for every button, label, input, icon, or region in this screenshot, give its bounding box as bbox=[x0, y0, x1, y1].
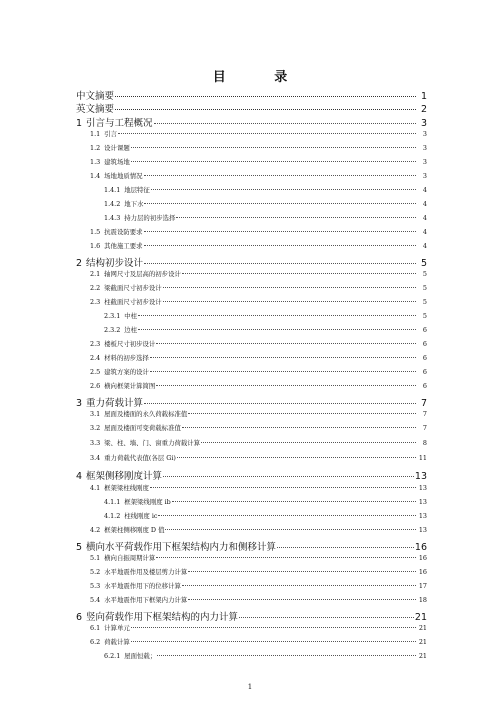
toc-entry-number: 2.6 bbox=[90, 382, 101, 390]
toc-entry-number: 1.4.3 bbox=[104, 214, 121, 222]
toc-dot-leader bbox=[165, 529, 416, 530]
toc-entry-page: 4 bbox=[422, 228, 427, 236]
toc-dot-leader bbox=[156, 385, 416, 386]
toc-entry-label: 结构初步设计 bbox=[86, 258, 144, 269]
toc-entry-page: 3 bbox=[422, 158, 427, 166]
toc-entry-label: 竖向荷载作用下框架结构的内力计算 bbox=[86, 612, 239, 623]
toc-entry-number: 1.3 bbox=[90, 158, 101, 166]
toc-dot-leader bbox=[131, 147, 416, 148]
toc-entry-page: 17 bbox=[418, 582, 427, 590]
toc-dot-leader bbox=[115, 109, 416, 110]
toc-entry[interactable] bbox=[90, 353, 427, 362]
toc-dot-leader bbox=[131, 627, 416, 628]
toc-entry[interactable] bbox=[104, 311, 427, 320]
toc-entry-page: 6 bbox=[422, 382, 427, 390]
toc-entry-page: 5 bbox=[422, 312, 427, 320]
toc-entry-page: 5 bbox=[422, 298, 427, 306]
toc-entry-label: 重力荷载代表值(各层 Gi) bbox=[104, 454, 176, 462]
toc-entry-number: 2.2 bbox=[90, 284, 101, 292]
toc-entry-label: 水平地震作用下框架内力计算 bbox=[104, 596, 188, 604]
page-number: 1 bbox=[247, 683, 253, 691]
toc-entry-page: 4 bbox=[422, 242, 427, 250]
toc-entry-page: 4 bbox=[422, 214, 427, 222]
toc-dot-leader bbox=[150, 357, 416, 358]
toc-entry[interactable] bbox=[90, 423, 427, 432]
toc-entry-label: 横向框架计算简图 bbox=[104, 382, 156, 390]
toc-entry-label: 屋面及楼面可变荷载标准值 bbox=[104, 424, 181, 432]
toc-entry-number: 3 bbox=[76, 398, 83, 409]
toc-entry[interactable] bbox=[90, 339, 427, 348]
toc-entry-number: 2 bbox=[76, 258, 83, 269]
toc-entry-page: 13 bbox=[418, 512, 427, 520]
toc-entry-label: 边柱 bbox=[124, 326, 138, 334]
toc-dot-leader bbox=[201, 442, 416, 443]
toc-entry[interactable] bbox=[90, 623, 427, 632]
toc-entry-number: 6 bbox=[76, 612, 83, 623]
toc-entry-number: 6.2 bbox=[90, 638, 101, 646]
toc-entry-number: 6.2.1 bbox=[104, 652, 121, 660]
toc-entry-label: 其他施工要求 bbox=[104, 242, 143, 250]
toc-entry-number: 5.2 bbox=[90, 568, 101, 576]
toc-dot-leader bbox=[239, 617, 414, 618]
toc-dot-leader bbox=[188, 413, 416, 414]
toc-entry-label: 梁截面尺寸初步设计 bbox=[104, 284, 162, 292]
toc-entry-page: 7 bbox=[422, 410, 427, 418]
toc-entry[interactable] bbox=[90, 453, 427, 462]
toc-entry-number: 2.4 bbox=[90, 354, 101, 362]
toc-entry-page: 2 bbox=[420, 104, 427, 115]
toc-entry[interactable] bbox=[90, 483, 427, 492]
toc-dot-leader bbox=[144, 203, 416, 204]
toc-entry[interactable] bbox=[76, 88, 427, 102]
toc-entry-page: 4 bbox=[422, 200, 427, 208]
toc-entry[interactable] bbox=[90, 553, 427, 562]
toc-dot-leader bbox=[182, 427, 416, 428]
toc-entry-number: 6.1 bbox=[90, 624, 101, 632]
toc-entry[interactable] bbox=[90, 637, 427, 646]
toc-dot-leader bbox=[138, 315, 416, 316]
toc-entry-number: 2.3 bbox=[90, 298, 101, 306]
toc-entry-label: 重力荷载计算 bbox=[86, 398, 144, 409]
toc-entry-label: 材料的初步选择 bbox=[104, 354, 149, 362]
toc-entry[interactable] bbox=[90, 157, 427, 166]
toc-entry-label: 水平地震作用下的位移计算 bbox=[104, 582, 181, 590]
toc-dot-leader bbox=[177, 457, 416, 458]
toc-entry[interactable] bbox=[90, 438, 427, 447]
toc-entry-page: 1 bbox=[420, 91, 427, 102]
toc-entry[interactable] bbox=[90, 269, 427, 278]
toc-dot-leader bbox=[154, 123, 416, 124]
toc-entry-page: 16 bbox=[418, 568, 427, 576]
toc-entry-number: 5.3 bbox=[90, 582, 101, 590]
toc-dot-leader bbox=[118, 133, 416, 134]
toc-entry[interactable] bbox=[90, 381, 427, 390]
toc-entry-page: 5 bbox=[422, 284, 427, 292]
toc-entry-label: 建筑场地 bbox=[104, 158, 130, 166]
toc-entry[interactable] bbox=[90, 595, 427, 604]
toc-entry[interactable] bbox=[90, 129, 427, 138]
toc-entry-label: 柱线刚度 ic bbox=[124, 512, 158, 520]
toc-entry[interactable] bbox=[90, 409, 427, 418]
toc-entry[interactable] bbox=[76, 395, 427, 409]
toc-entry-page: 13 bbox=[418, 484, 427, 492]
toc-entry-page: 13 bbox=[418, 498, 427, 506]
toc-entry[interactable] bbox=[90, 581, 427, 590]
toc-entry-number: 1.4 bbox=[90, 172, 101, 180]
toc-entry-page: 5 bbox=[422, 270, 427, 278]
toc-dot-leader bbox=[144, 175, 416, 176]
toc-entry-label: 框架梁柱线刚度 bbox=[104, 484, 149, 492]
toc-dot-leader bbox=[156, 343, 416, 344]
toc-entry-number: 1.1 bbox=[90, 130, 101, 138]
toc-entry[interactable] bbox=[76, 609, 427, 623]
toc-entry-label: 框架侧移刚度计算 bbox=[86, 471, 163, 482]
toc-entry-label: 抗震设防要求 bbox=[104, 228, 143, 236]
toc-entry-number: 2.1 bbox=[90, 270, 101, 278]
toc-entry[interactable] bbox=[90, 297, 427, 306]
toc-entry-label: 英文摘要 bbox=[76, 104, 115, 115]
toc-dot-leader bbox=[157, 655, 416, 656]
toc-entry-number: 3.3 bbox=[90, 439, 101, 447]
toc-entry-label: 中文摘要 bbox=[76, 91, 115, 102]
toc-entry[interactable] bbox=[90, 171, 427, 180]
toc-entry-page: 21 bbox=[418, 624, 427, 632]
toc-entry-label: 地层特征 bbox=[124, 186, 150, 194]
toc-dot-leader bbox=[115, 96, 416, 97]
toc-entry[interactable] bbox=[104, 651, 427, 660]
toc-entry-page: 4 bbox=[422, 186, 427, 194]
toc-entry[interactable] bbox=[104, 185, 427, 194]
toc-entry-page: 7 bbox=[420, 398, 427, 409]
toc-dot-leader bbox=[144, 245, 416, 246]
toc-entry[interactable] bbox=[90, 567, 427, 576]
toc-dot-leader bbox=[144, 263, 416, 264]
toc-entry[interactable] bbox=[90, 283, 427, 292]
toc-dot-leader bbox=[182, 273, 416, 274]
toc-entry-page: 16 bbox=[418, 554, 427, 562]
toc-entry-number: 4.1.2 bbox=[104, 512, 121, 520]
toc-dot-leader bbox=[277, 547, 414, 548]
toc-entry-number: 4 bbox=[76, 471, 83, 482]
toc-entry[interactable] bbox=[76, 115, 427, 129]
toc-entry-number: 2.3 bbox=[90, 340, 101, 348]
toc-entry-number: 2.3.1 bbox=[104, 312, 121, 320]
toc-entry-label: 水平地震作用及楼层剪力计算 bbox=[104, 568, 188, 576]
toc-dot-leader bbox=[182, 585, 416, 586]
toc-entry-page: 21 bbox=[418, 638, 427, 646]
toc-entry[interactable] bbox=[76, 539, 427, 553]
toc-dot-leader bbox=[131, 161, 416, 162]
toc-dot-leader bbox=[176, 217, 416, 218]
toc-entry[interactable] bbox=[90, 227, 427, 236]
toc-entry[interactable] bbox=[104, 199, 427, 208]
toc-entry-number: 5.4 bbox=[90, 596, 101, 604]
toc-entry-number: 5 bbox=[76, 542, 83, 553]
toc-dot-leader bbox=[150, 371, 416, 372]
toc-entry-number: 2.5 bbox=[90, 368, 101, 376]
toc-entry-page: 6 bbox=[422, 368, 427, 376]
toc-entry-page: 5 bbox=[420, 258, 427, 269]
toc-entry[interactable] bbox=[104, 213, 427, 222]
toc-entry[interactable] bbox=[76, 255, 427, 269]
toc-entry-page: 8 bbox=[422, 439, 427, 447]
toc-entry-label: 计算单元 bbox=[104, 624, 130, 632]
toc-entry-number: 2.3.2 bbox=[104, 326, 121, 334]
toc-entry-page: 3 bbox=[420, 118, 427, 129]
toc-entry-label: 框架柱侧移刚度 D 值 bbox=[104, 526, 165, 534]
toc-entry[interactable] bbox=[76, 468, 427, 482]
toc-dot-leader bbox=[163, 476, 414, 477]
toc-entry-page: 6 bbox=[422, 354, 427, 362]
toc-entry-number: 5.1 bbox=[90, 554, 101, 562]
toc-entry-page: 6 bbox=[422, 340, 427, 348]
toc-entry-label: 引言与工程概况 bbox=[86, 118, 153, 129]
toc-dot-leader bbox=[156, 557, 416, 558]
toc-entry-page: 7 bbox=[422, 424, 427, 432]
toc-entry-number: 4.1.1 bbox=[104, 498, 121, 506]
toc-entry[interactable] bbox=[90, 525, 427, 534]
toc-dot-leader bbox=[188, 599, 416, 600]
toc-entry-page: 3 bbox=[422, 172, 427, 180]
toc-entry-label: 横向自振周期计算 bbox=[104, 554, 156, 562]
toc-entry-number: 4.2 bbox=[90, 526, 101, 534]
toc-dot-leader bbox=[188, 571, 416, 572]
toc-entry-label: 场地地质情况 bbox=[104, 172, 143, 180]
toc-entry-number: 3.4 bbox=[90, 454, 101, 462]
toc-entry-number: 1.4.2 bbox=[104, 200, 121, 208]
toc-dot-leader bbox=[151, 189, 416, 190]
toc-entry-page: 11 bbox=[418, 454, 427, 462]
toc-entry-page: 3 bbox=[422, 130, 427, 138]
toc-entry-number: 3.1 bbox=[90, 410, 101, 418]
toc-entry[interactable] bbox=[104, 497, 427, 506]
toc-entry[interactable] bbox=[76, 101, 427, 115]
toc-entry-label: 中柱 bbox=[124, 312, 138, 320]
toc-entry-page: 6 bbox=[422, 326, 427, 334]
toc-entry-page: 13 bbox=[418, 526, 427, 534]
toc-dot-leader bbox=[172, 501, 416, 502]
toc-entry[interactable] bbox=[104, 325, 427, 334]
toc-entry-label: 框架梁线刚度 ib bbox=[124, 498, 171, 506]
toc-dot-leader bbox=[144, 231, 416, 232]
toc-entry-page: 21 bbox=[418, 652, 427, 660]
toc-entry-label: 设计课题 bbox=[104, 144, 130, 152]
toc-entry-label: 柱截面尺寸初步设计 bbox=[104, 298, 162, 306]
toc-entry-number: 1 bbox=[76, 118, 83, 129]
toc-entry-number: 1.5 bbox=[90, 228, 101, 236]
toc-title: 目 录 bbox=[212, 70, 310, 85]
toc-entry[interactable] bbox=[90, 143, 427, 152]
toc-dot-leader bbox=[163, 287, 416, 288]
toc-entry-page: 13 bbox=[414, 471, 427, 482]
toc-entry-number: 4.1 bbox=[90, 484, 101, 492]
toc-entry-page: 3 bbox=[422, 144, 427, 152]
toc-entry-label: 建筑方案的设计 bbox=[104, 368, 149, 376]
toc-entry[interactable] bbox=[90, 241, 427, 250]
toc-dot-leader bbox=[144, 403, 416, 404]
toc-entry-label: 屋面及楼面的永久荷载标准值 bbox=[104, 410, 188, 418]
toc-dot-leader bbox=[138, 329, 416, 330]
toc-dot-leader bbox=[150, 487, 416, 488]
toc-entry-page: 21 bbox=[414, 612, 427, 623]
toc-entry-page: 16 bbox=[414, 542, 427, 553]
toc-entry-label: 引言 bbox=[104, 130, 117, 138]
toc-entry[interactable] bbox=[90, 367, 427, 376]
toc-entry-label: 持力层的初步选择 bbox=[124, 214, 176, 222]
toc-entry-number: 1.6 bbox=[90, 242, 101, 250]
toc-entry[interactable] bbox=[104, 511, 427, 520]
toc-dot-leader bbox=[131, 641, 416, 642]
toc-entry-label: 屋面恒载； bbox=[124, 652, 157, 660]
toc-entry-label: 地下水 bbox=[124, 200, 144, 208]
toc-entry-label: 楼板尺寸初步设计 bbox=[104, 340, 156, 348]
toc-entry-label: 轴网尺寸及层高的初步设计 bbox=[104, 270, 181, 278]
toc-entry-page: 18 bbox=[418, 596, 427, 604]
toc-entry-number: 1.2 bbox=[90, 144, 101, 152]
toc-entry-label: 荷载计算 bbox=[104, 638, 130, 646]
toc-entry-number: 1.4.1 bbox=[104, 186, 121, 194]
toc-dot-leader bbox=[158, 515, 416, 516]
toc-entry-label: 横向水平荷载作用下框架结构内力和侧移计算 bbox=[86, 542, 277, 553]
toc-entry-number: 3.2 bbox=[90, 424, 101, 432]
toc-dot-leader bbox=[163, 301, 416, 302]
toc-entry-label: 梁、柱、墙、门、窗重力荷载计算 bbox=[104, 439, 201, 447]
